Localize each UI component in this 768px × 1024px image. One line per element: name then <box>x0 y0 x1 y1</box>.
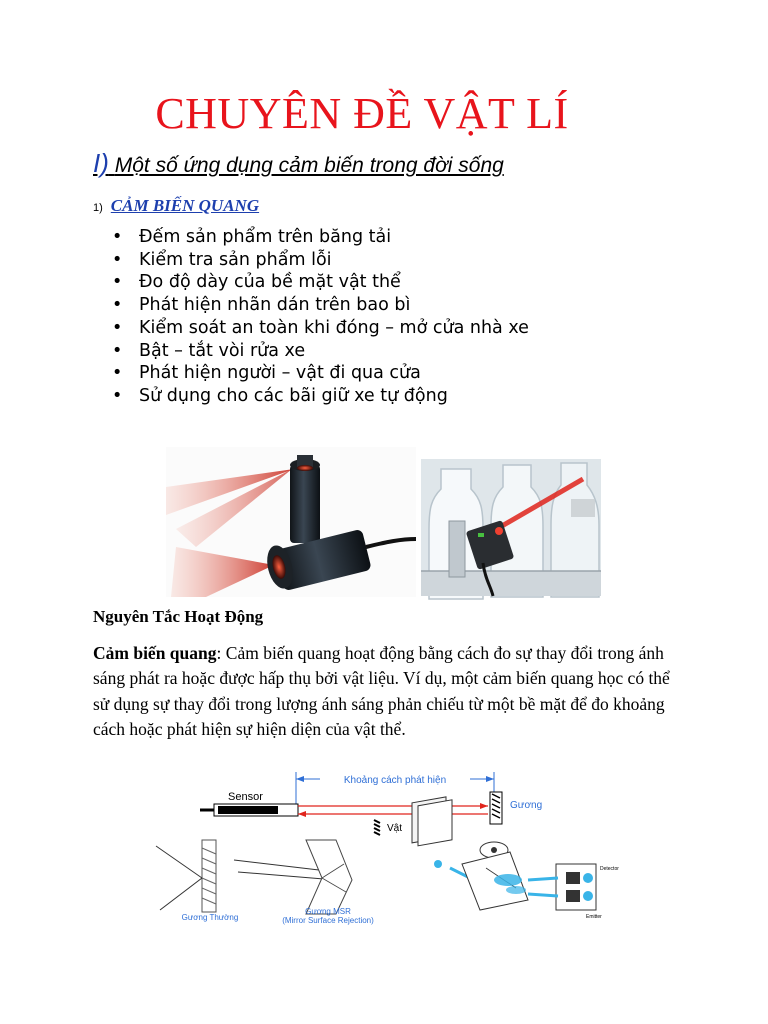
list-item: • Kiểm soát an toàn khi đóng – mở cửa nhà xe <box>112 317 529 340</box>
subsection-number: 1) <box>93 202 103 214</box>
cylindrical-sensor-photo <box>166 447 416 597</box>
list-item: • Kiểm tra sản phẩm lỗi <box>112 249 529 272</box>
bottle-detection-photo <box>421 459 601 596</box>
document-title: CHUYÊN ĐỀ VẬT LÍ <box>155 89 569 138</box>
emitter-label: Emitter <box>586 914 602 920</box>
section-title: Một số ứng dụng cảm biến trong đời sống <box>114 154 504 177</box>
msr-note-label: (Mirror Surface Rejection) <box>282 916 374 925</box>
list-item: • Bật – tắt vòi rửa xe <box>112 340 529 363</box>
list-item: • Đếm sản phẩm trên băng tải <box>112 226 529 249</box>
subsection-heading <box>93 196 259 216</box>
principle-heading: Nguyên Tắc Hoạt Động <box>93 607 264 626</box>
normal-mirror-label: Gương Thường <box>181 913 239 922</box>
section-heading <box>93 148 504 179</box>
detector-label: Detector <box>600 866 619 872</box>
sensor-label: Sensor <box>228 791 263 803</box>
subsection-title: CẢM BIẾN QUANG <box>110 196 260 215</box>
principle-paragraph <box>93 641 683 742</box>
sensor-principle-diagram <box>156 768 619 926</box>
application-list <box>112 226 529 408</box>
section-numeral: I) <box>93 148 109 178</box>
list-item: • Phát hiện nhãn dán trên bao bì <box>112 294 529 317</box>
paragraph-body: Cảm biến quang hoạt động bằng cách đo sự thay đổi trong ánh sáng phát ra hoặc được hấp thụ bởi vật liệu. Ví dụ, một cảm biến quang học có thể sử dụng sự thay đổi trong lượng ánh sáng phản chiếu từ một bề mặt để đo khoảng cách hoặc phát hiện sự hiện diện của vật thể. <box>93 643 670 739</box>
sensor-body <box>290 465 320 543</box>
list-item: • Đo độ dày của bề mặt vật thể <box>112 271 529 294</box>
distance-label: Khoảng cách phát hiện <box>343 775 447 786</box>
object-label: Vật <box>387 823 403 834</box>
msr-mirror-label: Gương MSR <box>305 907 351 916</box>
paragraph-separator: : <box>216 643 222 663</box>
list-item: • Sử dụng cho các bãi giữ xe tự động <box>112 385 529 408</box>
mirror-label: Gương <box>510 800 543 811</box>
paragraph-term: Cảm biến quang <box>93 643 217 663</box>
list-item: • Phát hiện người – vật đi qua cửa <box>112 362 529 385</box>
